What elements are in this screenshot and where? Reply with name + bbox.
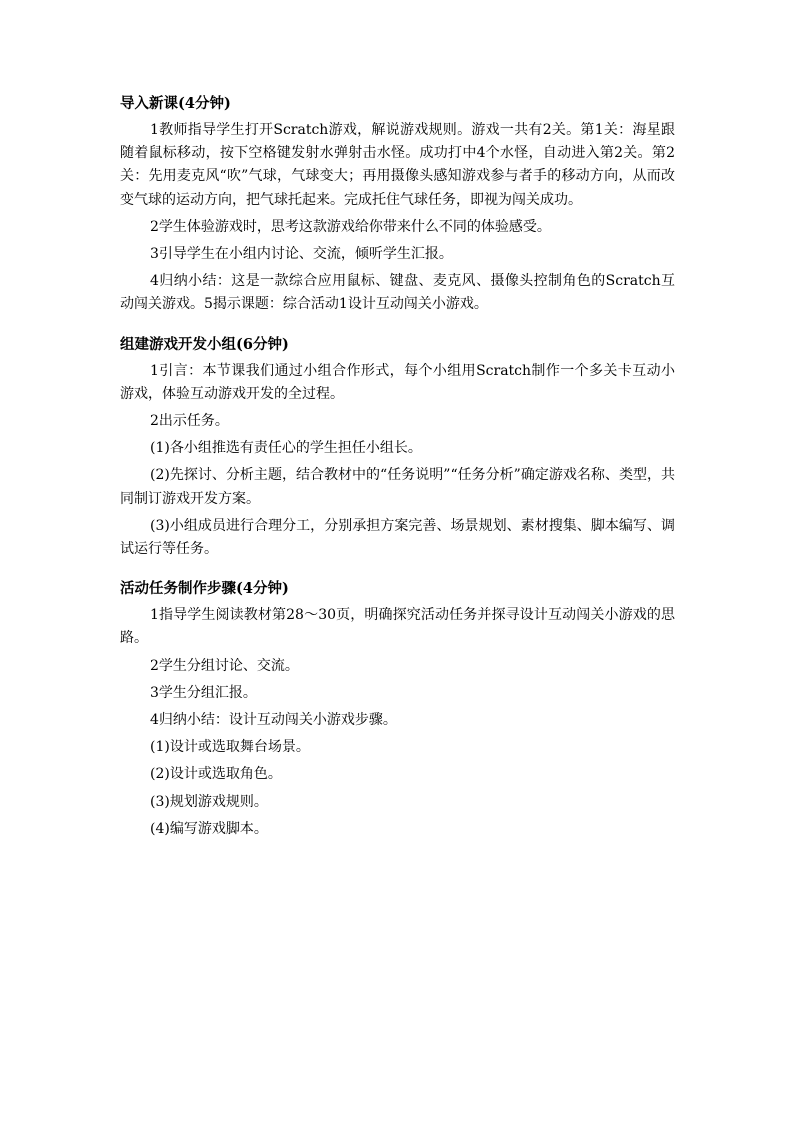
section-intro xyxy=(120,93,675,317)
paragraph: (2)设计或选取角色。 xyxy=(150,766,282,783)
paragraph: (2)先探讨、分析主题，结合教材中的“任务说明”“任务分析”确定游戏名称、类型，共同制订游戏开发方案。 xyxy=(120,467,675,507)
paragraph: 4归纳小结：这是一款综合应用鼠标、键盘、麦克风、摄像头控制角色的Scratch互动闯关游戏。5揭示课题：综合活动1设计互动闯关小游戏。 xyxy=(120,273,675,313)
paragraph: 1引言：本节课我们通过小组合作形式，每个小组用Scratch制作一个多关卡互动小游戏，体验互动游戏开发的全过程。 xyxy=(120,362,675,402)
paragraph: (1)各小组推选有责任心的学生担任小组长。 xyxy=(150,440,422,457)
section-heading: 活动任务制作步骤(4分钟) xyxy=(120,580,289,598)
paragraph: 1教师指导学生打开Scratch游戏，解说游戏规则。游戏一共有2关。第1关：海星跟随着鼠标移动，按下空格键发射水弹射击水怪。成功打中4个水怪，自动进入第2关。第2关：先用麦克风“吹”气球，气球变大；再用摄像头感知游戏参与者手的移动方向，从而改变气球的运动方向，把气球托起来。完成托住气球任务，即视为闯关成功。 xyxy=(120,122,675,208)
section-heading: 组建游戏开发小组(6分钟) xyxy=(120,335,289,353)
document-page xyxy=(120,93,675,841)
paragraph: 2出示任务。 xyxy=(150,413,229,430)
section-steps xyxy=(120,578,675,841)
section-heading: 导入新课(4分钟) xyxy=(120,95,231,112)
paragraph: (3)规划游戏规则。 xyxy=(150,793,268,810)
paragraph: (4)编写游戏脚本。 xyxy=(150,820,268,837)
paragraph: 4归纳小结：设计互动闯关小游戏步骤。 xyxy=(150,712,397,729)
paragraph: (1)设计或选取舞台场景。 xyxy=(150,739,310,756)
paragraph: 1指导学生阅读教材第28～30页，明确探究活动任务并探寻设计互动闯关小游戏的思路。 xyxy=(120,607,675,647)
paragraph: 3引导学生在小组内讨论、交流，倾听学生汇报。 xyxy=(150,246,453,263)
paragraph: (3)小组成员进行合理分工，分别承担方案完善、场景规划、素材搜集、脚本编写、调试运行等任务。 xyxy=(120,517,675,558)
paragraph: 2学生体验游戏时，思考这款游戏给你带来什么不同的体验感受。 xyxy=(150,218,551,235)
paragraph: 3学生分组汇报。 xyxy=(150,684,257,701)
paragraph: 2学生分组讨论、交流。 xyxy=(150,657,299,674)
section-team xyxy=(120,334,675,562)
